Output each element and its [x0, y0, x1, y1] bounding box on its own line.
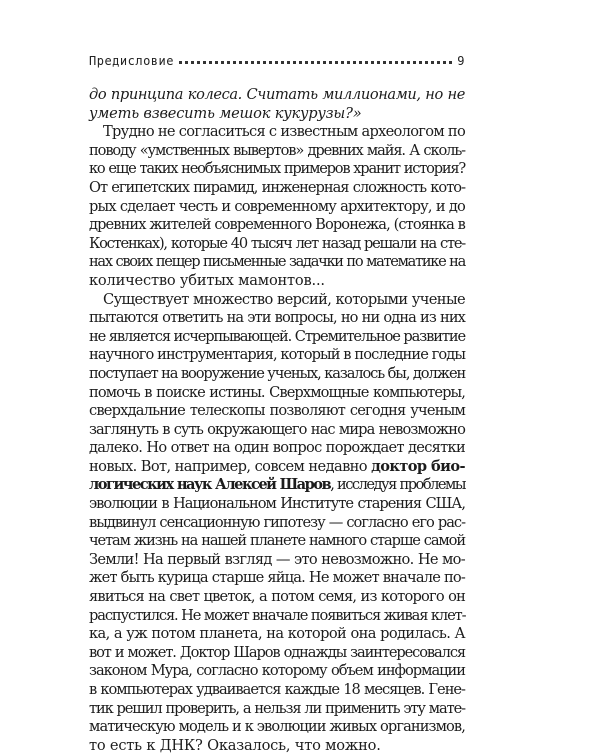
text-line: эволюции в Национальном Институте старения США,	[89, 495, 465, 513]
text-line: научного инструментария, который в последние годы	[89, 346, 466, 364]
text-line: вот и может. Доктор Шаров однажды заинтересовался	[89, 643, 465, 661]
text-line: количество убитых мамонтов...	[89, 271, 325, 289]
body-text	[89, 86, 465, 755]
bold-text-run: доктор биo-	[371, 457, 465, 475]
dot-leader	[179, 61, 452, 64]
text-line: Земли! На первый взгляд — это невозможно. Не мо-	[89, 550, 465, 568]
running-head	[89, 48, 465, 68]
text-line: помочь в поиске истины. Сверхмощные компьютеры,	[89, 383, 465, 401]
page-number: 9	[457, 54, 465, 68]
text-line: сверхдальние телескопы позволяют сегодня ученым	[89, 402, 465, 420]
text-line: ка, а уж потом планета, на которой она родилась. А	[89, 625, 465, 643]
text-line: поступает на вооружение ученых, казалось бы, должен	[89, 364, 466, 382]
text-line: заглянуть в суть окружающего нас мира невозможно	[89, 420, 465, 438]
text-run: новых. Вот, например, совсем недавно	[89, 457, 372, 475]
chapter-title: Предисловие	[89, 54, 174, 68]
text-line: то есть к ДНК? Оказалось, что можно.	[89, 736, 381, 754]
bold-text-run: логических наук Алексей Шаров	[89, 476, 331, 494]
text-line: ко еще таких необъяснимых примеров хранит история?	[89, 160, 465, 178]
text-line: в компьютерах удваивается каждые 18 месяцев. Гене-	[89, 681, 465, 698]
text-line: нах своих пещер письменные задачки по математике на	[89, 253, 465, 271]
text-line: матическую модель и к эволюции живых организмов,	[89, 718, 465, 736]
text-line: уметь взвесить мешок кукурузы?»	[89, 104, 362, 122]
text-line: до принципа колеса. Считать миллионами, но не	[89, 86, 465, 103]
text-line: рых сделает честь и современному архитектору, и до	[89, 197, 465, 215]
text-line: далеко. Но ответ на один вопрос порождает десятки	[89, 439, 465, 457]
text-line: распустился. Не может вначале появиться живая клет-	[89, 606, 466, 624]
text-line: От египетских пирамид, инженерная сложность кото-	[89, 178, 465, 196]
text-line: тик решил проверить, а нельзя ли применить эту мате-	[89, 699, 465, 717]
text-line: законом Мура, согласно которому объем информации	[89, 662, 465, 680]
text-line: пытаются ответить на эти вопросы, но ни одна из них	[89, 309, 465, 327]
text-line: жет быть курица старше яйца. Не может вначале по-	[89, 569, 465, 587]
text-line: Существует множество версий, которыми ученые	[103, 290, 465, 308]
text-line: явиться на свет цветок, а потом семя, из которого он	[89, 588, 465, 606]
text-line: Костенках), которые 40 тысяч лет назад решали на сте-	[89, 234, 465, 252]
text-run: , исследуя проблемы	[330, 476, 465, 494]
text-line: не является исчерпывающей. Стремительное развитие	[89, 327, 465, 345]
text-line: древних жителей современного Воронежа, (стоянка в	[89, 216, 465, 234]
text-line: четам жизнь на нашей планете намного старше самой	[89, 532, 465, 550]
text-line: поводу «умственных вывертов» древних майя. А сколь-	[89, 141, 465, 159]
text-line: выдвинул сенсационную гипотезу — согласно его рас-	[89, 513, 465, 531]
text-line	[89, 476, 465, 495]
text-line: Трудно не согласиться с известным археологом по	[103, 123, 466, 141]
text-line	[89, 458, 465, 477]
